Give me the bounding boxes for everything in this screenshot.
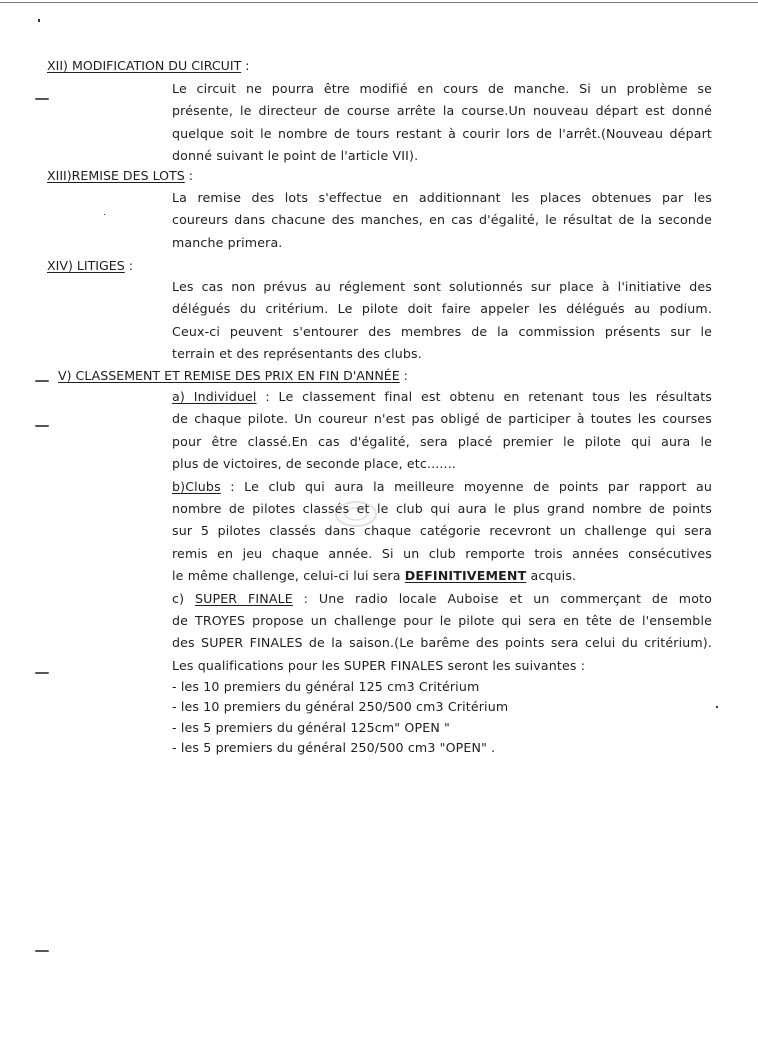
text-line: de chaque pilote. Un coureur n'est pas obligé de participer à toutes les courses — [172, 411, 712, 427]
margin-punch-mark — [35, 950, 49, 952]
text-line: plus de victoires, de seconde place, etc....... — [172, 456, 457, 472]
section-body-modification-circuit — [172, 78, 712, 167]
list-item: - les 5 premiers du général 125cm" OPEN " — [172, 719, 450, 735]
section-body-remise-des-lots — [172, 187, 712, 254]
margin-punch-mark — [35, 672, 49, 674]
text-line: Le circuit ne pourra être modifié en cours de manche. Si un problème se — [172, 81, 712, 96]
list-item: - les 10 premiers du général 250/500 cm3 Critérium — [172, 699, 509, 715]
margin-punch-mark — [35, 425, 49, 427]
individuel-label: a) Individuel — [172, 389, 257, 404]
super-finale-label: SUPER FINALE — [194, 590, 293, 606]
scan-speck — [38, 19, 40, 22]
text-line: La remise des lots s'effectue en additionnant les places obtenues par les — [172, 190, 712, 205]
text-line: le même challenge, celui-ci lui sera DEFINITIVEMENT acquis. — [172, 568, 577, 584]
scan-speck — [104, 214, 105, 215]
text-line: délégués du critérium. Le pilote doit faire appeler les délégués au podium. — [172, 301, 712, 317]
section-heading-remise-des-lots: XIII)REMISE DES LOTS : — [47, 168, 193, 183]
text-line: présente, le directeur de course arrête la course.Un nouveau départ est donné — [172, 103, 712, 119]
clubs-paragraph-start: b)Clubs : Le club qui aura la meilleure moyenne de points par rapport au — [172, 478, 712, 494]
section-heading-litiges: XIV) LITIGES : — [47, 258, 133, 273]
section-body-classement — [172, 386, 712, 677]
top-scan-edge — [0, 2, 758, 3]
margin-punch-mark — [35, 98, 49, 100]
text-line: nombre de pilotes classés et le club qui aura le plus grand nombre de points — [172, 501, 712, 517]
text-line: Les qualifications pour les SUPER FINALES seront les suivantes : — [172, 657, 586, 673]
list-item: - les 10 premiers du général 125 cm3 Critérium — [172, 679, 480, 694]
section-heading-classement: V) CLASSEMENT ET REMISE DES PRIX EN FIN D'ANNÉE : — [58, 368, 408, 383]
text-line: donné suivant le point de l'article VII). — [172, 147, 419, 163]
section-body-litiges — [172, 276, 712, 365]
text-line: quelque soit le nombre de tours restant à courir lors de l'arrêt.(Nouveau départ — [172, 125, 712, 141]
individuel-paragraph-start: a) Individuel : Le classement final est obtenu en retenant tous les résultats — [172, 389, 712, 404]
qualifications-list — [172, 677, 508, 759]
text-line: pour être classé.En cas d'égalité, sera placé premier le pilote qui aura le — [172, 433, 712, 449]
text-line: sur 5 pilotes classés dans chaque catégorie recevront un challenge qui sera — [172, 523, 712, 539]
margin-punch-mark — [35, 380, 49, 382]
text-line: manche primera. — [172, 234, 283, 250]
text-line: des SUPER FINALES de la saison.(Le barême des points sera celui du critérium). — [172, 635, 712, 651]
text-line: coureurs dans chacune des manches, en cas d'égalité, le résultat de la seconde — [172, 212, 712, 228]
list-item: - les 5 premiers du général 250/500 cm3 "OPEN" . — [172, 740, 496, 756]
section-heading-modification-circuit: XII) MODIFICATION DU CIRCUIT : — [47, 58, 250, 73]
clubs-label: b)Clubs — [172, 478, 221, 494]
text-line: de TROYES propose un challenge pour le pilote qui sera en tête de l'ensemble — [172, 613, 712, 629]
text-line: Les cas non prévus au réglement sont solutionnés sur place à l'initiative des — [172, 279, 712, 294]
super-finale-paragraph-start: c) SUPER FINALE : Une radio locale Auboise et un commerçant de moto — [172, 590, 712, 606]
text-line: terrain et des représentants des clubs. — [172, 345, 422, 361]
definitivement-emphasis: DEFINITIVEMENT — [404, 568, 527, 584]
scan-speck — [716, 706, 718, 708]
text-line: Ceux-ci peuvent s'entourer des membres de la commission présents sur le — [172, 323, 712, 339]
text-line: remis en jeu chaque année. Si un club remporte trois années consécutives — [172, 545, 712, 561]
